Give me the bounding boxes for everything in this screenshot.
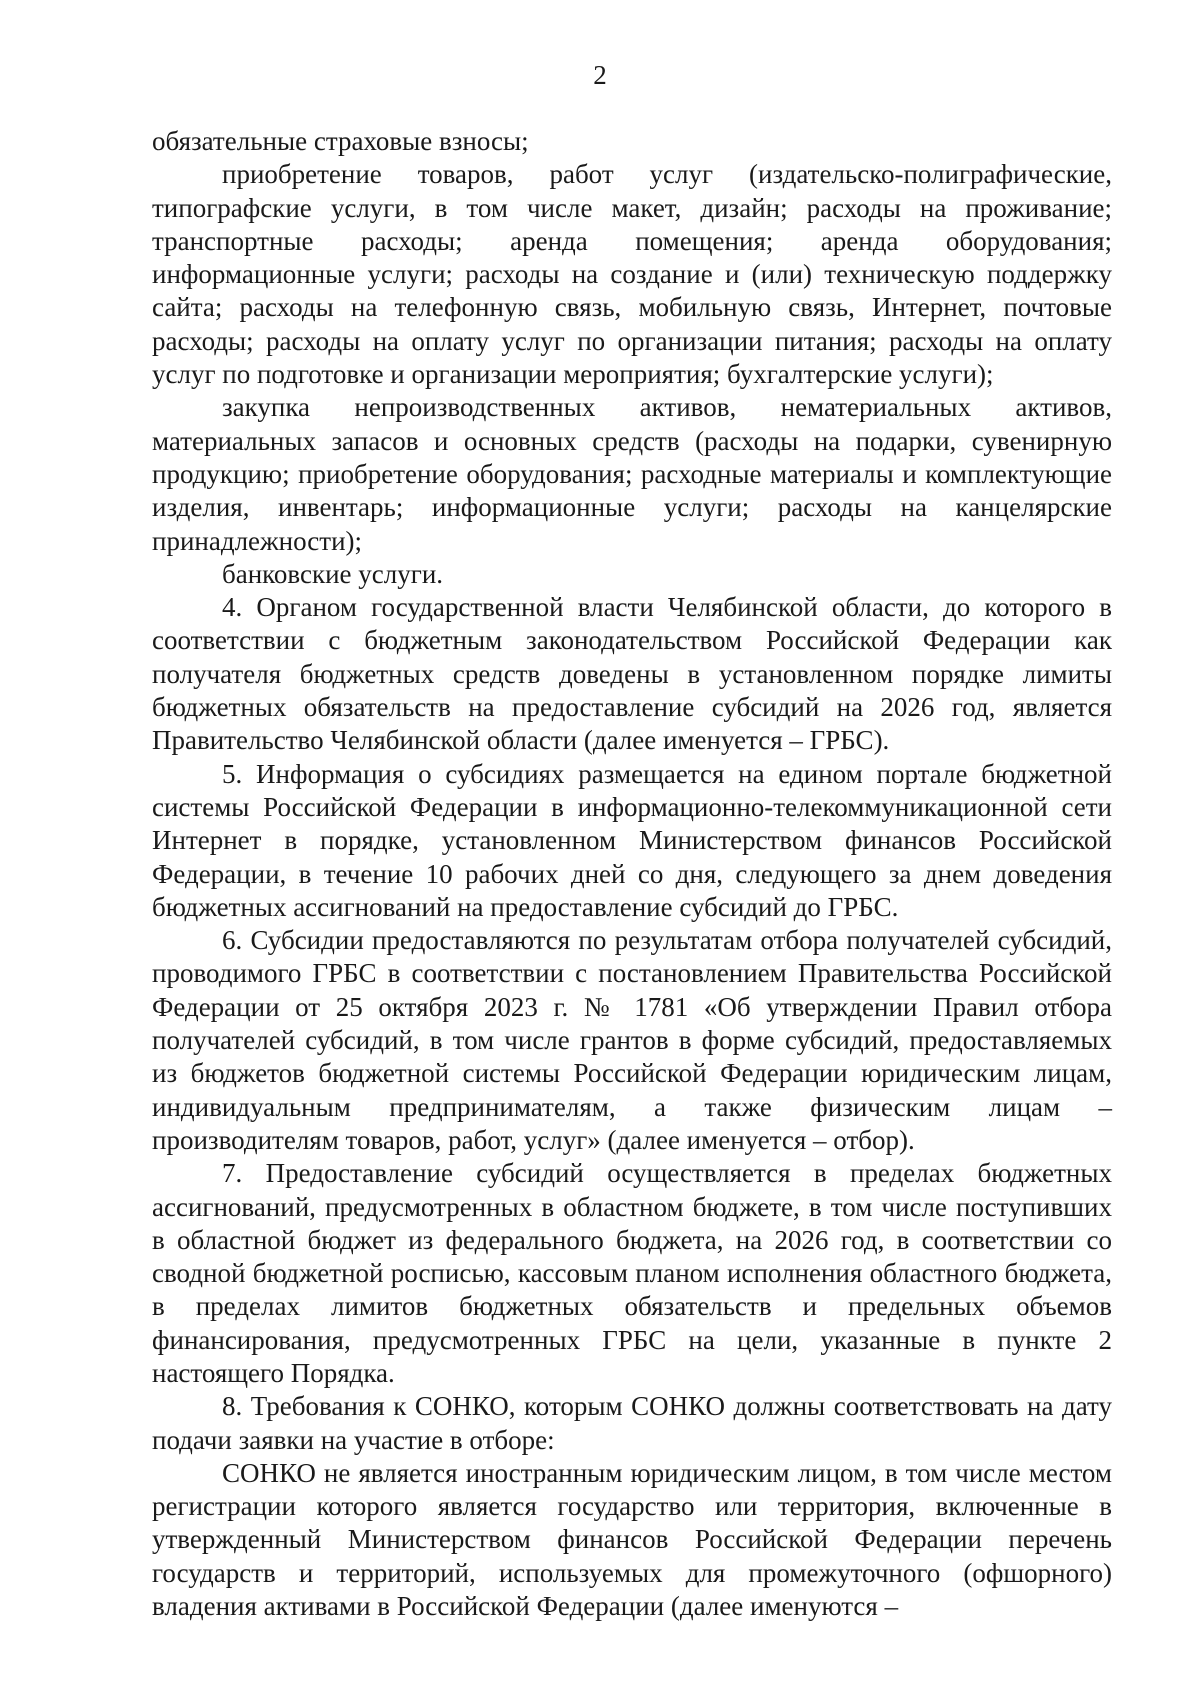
- paragraph-bank-services: банковские услуги.: [222, 558, 444, 589]
- paragraph-item-8: 8. Требования к СОНКО, которым СОНКО должны соответствовать на дату подачи заявки на участие в отборе:: [152, 1391, 1112, 1455]
- paragraph-item-5: 5. Информация о субсидиях размещается на едином портале бюджетной системы Российской Федерации в информационно-телекоммуникационной сети Интернет в порядке, установленном Министерством финансов Российской Федерации, в течение 10 рабочих дней со дня, следующего за днем доведения бюджетных ассигнований на предоставление субсидий до ГРБС.: [152, 758, 1112, 922]
- paragraph-item-4: 4. Органом государственной власти Челябинской области, до которого в соответствии с бюджетным законодательством Российской Федерации как получателя бюджетных средств доведены в установленном порядке лимиты бюджетных обязательств на предоставление субсидий на 2026 год, является Правительство Челябинской области (далее именуется – ГРБС).: [152, 592, 1112, 756]
- page-number: 2: [593, 60, 607, 90]
- paragraph-item-7: 7. Предоставление субсидий осуществляется в пределах бюджетных ассигнований, предусмотренных в областном бюджете, в том числе поступивших в областной бюджет из федерального бюджета, на 2026 год, в соответствии со сводной бюджетной росписью, кассовым планом исполнения областного бюджета, в пределах лимитов бюджетных обязательств и предельных объемов финансирования, предусмотренных ГРБС на цели, указанные в пункте 2 настоящего Порядка.: [152, 1158, 1112, 1388]
- paragraph-sonko-requirement: СОНКО не является иностранным юридическим лицом, в том числе местом регистрации которого является государство или территория, включенные в утвержденный Министерством финансов Российской Федерации перечень государств и территорий, используемых для промежуточного (офшорного) владения активами в Российской Федерации (далее именуются –: [152, 1457, 1112, 1622]
- paragraph-non-production-assets: закупка непроизводственных активов, нематериальных активов, материальных запасов и основных средств (расходы на подарки, сувенирную продукцию; приобретение оборудования; расходные материалы и комплектующие изделия, инвентарь; информационные услуги; расходы на канцелярские принадлежности);: [152, 392, 1112, 556]
- document-body: [152, 125, 1112, 1623]
- paragraph-item-6: 6. Субсидии предоставляются по результатам отбора получателей субсидий, проводимого ГРБС в соответствии с постановлением Правительства Российской Федерации от 25 октября 2023 г. № 1781 «Об утверждении Правил отбора получателей субсидий, в том числе грантов в форме субсидий, предоставляемых из бюджетов бюджетной системы Российской Федерации юридическим лицам, индивидуальным предпринимателям, а также физическим лицам – производителям товаров, работ, услуг» (далее именуется – отбор).: [152, 925, 1112, 1155]
- paragraph-insurance-contributions: обязательные страховые взносы;: [152, 126, 529, 156]
- paragraph-purchase-goods-services: приобретение товаров, работ услуг (издательско-полиграфические, типографские услуги, в том числе макет, дизайн; расходы на проживание; транспортные расходы; аренда помещения; аренда оборудования; информационные услуги; расходы на создание и (или) техническую поддержку сайта; расходы на телефонную связь, мобильную связь, Интернет, почтовые расходы; расходы на оплату услуг по организации питания; расходы на оплату услуг по подготовке и организации мероприятия; бухгалтерские услуги);: [152, 159, 1112, 390]
